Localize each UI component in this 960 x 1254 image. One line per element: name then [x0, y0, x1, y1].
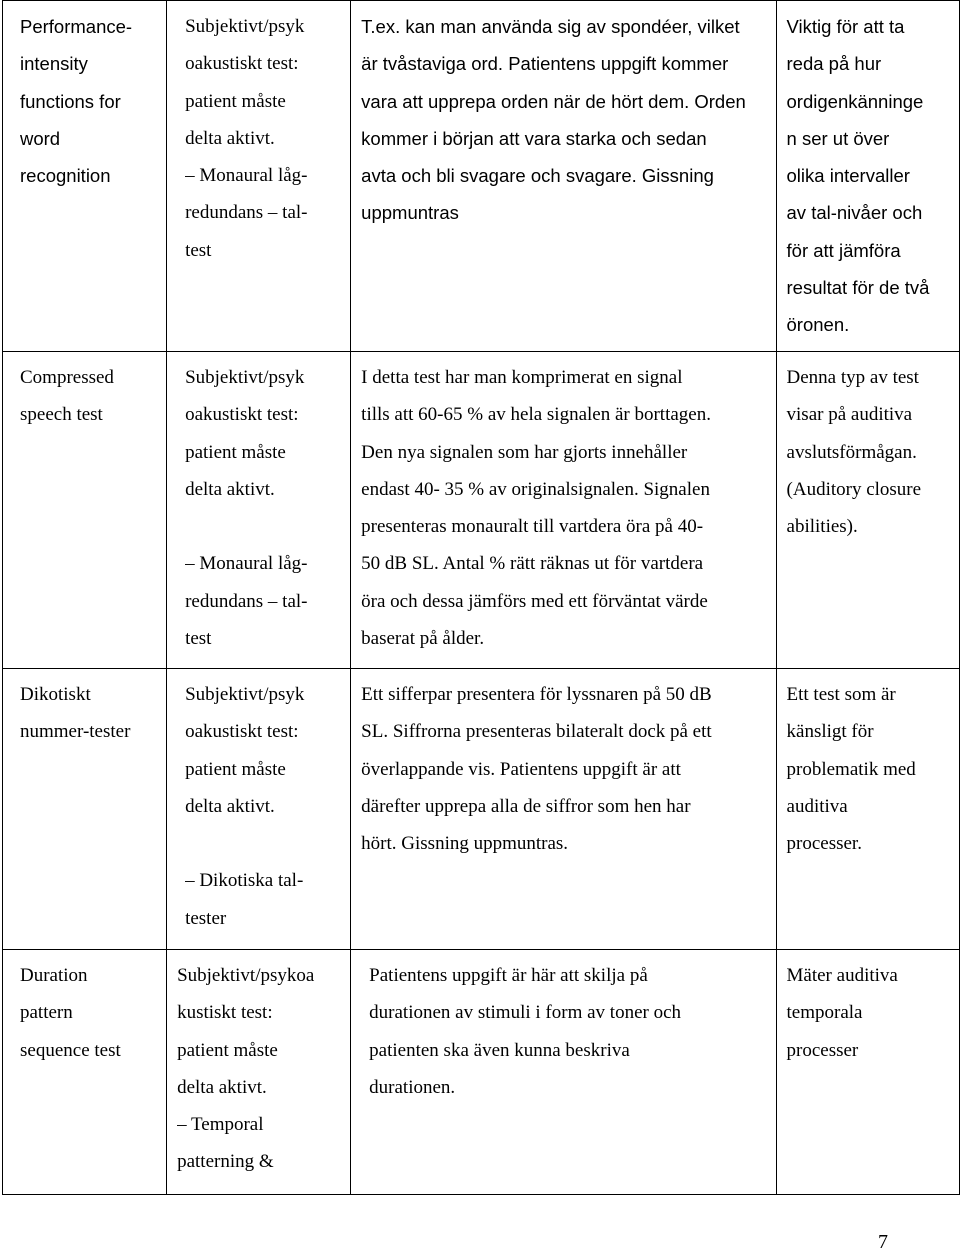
cell-line: Ett test som är	[786, 684, 896, 705]
cell-line: tester	[185, 907, 227, 929]
page-number: 7	[878, 1231, 888, 1253]
cell-line: Mäter auditiva	[786, 965, 898, 986]
cell-line: intensity	[20, 53, 88, 75]
cell-line: vara att upprepa orden när de hört dem. Orden	[361, 90, 746, 112]
cell-line: processer	[786, 1039, 859, 1061]
cell-line: oakustiskt test:	[185, 53, 299, 75]
cell-line: patient måste	[177, 1039, 278, 1061]
purpose-cell	[776, 1, 959, 352]
cell-line: presenteras monauralt till vartdera öra på 40-	[361, 516, 704, 538]
cell-line: – Monaural låg-	[185, 165, 308, 187]
purpose-cell	[776, 669, 959, 950]
cell-line: redundans – tal-	[185, 590, 308, 612]
cell-line	[185, 825, 350, 862]
description-cell	[351, 669, 776, 950]
cell-line: – Monaural låg-	[185, 553, 308, 575]
cell-line: för att jämföra	[786, 239, 901, 261]
cell-line: redundans – tal-	[185, 202, 308, 224]
cell-line: Subjektivt/psyk	[185, 16, 305, 37]
cell-line: uppmuntras	[361, 202, 459, 224]
cell-line: test	[185, 628, 212, 650]
cell-line: olika intervaller	[786, 165, 910, 187]
cell-line: temporala	[786, 1002, 863, 1024]
cell-line: patient måste	[185, 90, 286, 112]
cell-line: – Dikotiska tal-	[185, 870, 304, 892]
test-type-cell	[167, 352, 351, 669]
cell-line: – Temporal	[177, 1114, 264, 1136]
cell-line: speech test	[20, 404, 103, 426]
cell-line: avta och bli svagare och svagare. Gissning	[361, 165, 714, 187]
cell-line: resultat för de två	[786, 277, 930, 299]
cell-line: Duration	[20, 965, 88, 986]
cell-line: auditiva	[786, 795, 848, 817]
cell-line: ordigenkänninge	[786, 90, 924, 112]
cell-line: functions for	[20, 90, 121, 112]
cell-line: Ett sifferpar presentera för lyssnaren på 50 dB	[361, 684, 712, 705]
description-cell	[351, 950, 776, 1195]
description-cell	[351, 1, 776, 352]
cell-line: Viktig för att ta	[786, 16, 905, 37]
purpose-cell	[776, 950, 959, 1195]
cell-line: durationen.	[369, 1076, 456, 1098]
test-type-cell	[167, 950, 351, 1195]
test-name-cell	[3, 950, 167, 1195]
cell-line: patient måste	[185, 441, 286, 463]
test-table	[2, 0, 960, 1195]
cell-line: problematik med	[786, 758, 916, 780]
cell-line: pattern	[20, 1002, 73, 1024]
cell-line: test	[185, 239, 212, 261]
cell-line: patienten ska även kunna beskriva	[369, 1039, 630, 1061]
cell-line: durationen av stimuli i form av toner och	[369, 1002, 682, 1024]
test-name-cell	[3, 669, 167, 950]
purpose-cell	[776, 352, 959, 669]
cell-line: Denna typ av test	[786, 367, 919, 388]
cell-line: hört. Gissning uppmuntras.	[361, 833, 569, 855]
cell-line: SL. Siffrorna presenteras bilateralt dock på ett	[361, 721, 712, 743]
cell-line: baserat på ålder.	[361, 628, 485, 650]
cell-line: Dikotiskt	[20, 684, 91, 705]
cell-line: avslutsförmågan.	[786, 441, 917, 463]
cell-line: öronen.	[786, 314, 850, 336]
cell-line: Compressed	[20, 367, 114, 388]
cell-line: (Auditory closure	[786, 478, 922, 500]
cell-line: T.ex. kan man använda sig av spondéer, vilket	[361, 16, 740, 37]
cell-line: word	[20, 127, 61, 149]
cell-line: delta aktivt.	[185, 127, 275, 149]
cell-line: Den nya signalen som har gjorts innehåller	[361, 441, 688, 463]
cell-line: känsligt för	[786, 721, 874, 743]
cell-line: patterning &	[177, 1151, 274, 1173]
cell-line: Patientens uppgift är här att skilja på	[369, 965, 648, 986]
cell-line: patient måste	[185, 758, 286, 780]
test-type-cell	[167, 1, 351, 352]
cell-line: oakustiskt test:	[185, 404, 299, 426]
cell-line: 50 dB SL. Antal % rätt räknas ut för vartdera	[361, 553, 704, 575]
table-row	[3, 1, 960, 352]
cell-line: kustiskt test:	[177, 1002, 273, 1024]
cell-line: Subjektivt/psyk	[185, 367, 305, 388]
cell-line: sequence test	[20, 1039, 121, 1061]
cell-line: Performance-	[20, 16, 133, 37]
cell-line: överlappande vis. Patientens uppgift är att	[361, 758, 681, 780]
cell-line: nummer-tester	[20, 721, 131, 743]
cell-line: recognition	[20, 165, 111, 187]
test-type-cell	[167, 669, 351, 950]
cell-line: I detta test har man komprimerat en signal	[361, 367, 683, 388]
cell-line: därefter upprepa alla de siffror som hen har	[361, 795, 691, 817]
description-cell	[351, 352, 776, 669]
test-name-cell	[3, 1, 167, 352]
table-row	[3, 950, 960, 1195]
cell-line: är tvåstaviga ord. Patientens uppgift kommer	[361, 53, 729, 75]
table-row	[3, 669, 960, 950]
test-name-cell	[3, 352, 167, 669]
cell-line: n ser ut över	[786, 127, 890, 149]
cell-line: visar på auditiva	[786, 404, 913, 426]
cell-line: öra och dessa jämförs med ett förväntat värde	[361, 590, 708, 612]
cell-line: reda på hur	[786, 53, 882, 75]
cell-line: abilities).	[786, 516, 858, 538]
cell-line: Subjektivt/psyk	[185, 684, 305, 705]
cell-line: endast 40- 35 % av originalsignalen. Signalen	[361, 478, 710, 500]
cell-line: oakustiskt test:	[185, 721, 299, 743]
cell-line: processer.	[786, 833, 862, 855]
cell-line: delta aktivt.	[185, 478, 275, 500]
cell-line: Subjektivt/psykoa	[177, 965, 315, 986]
cell-line: delta aktivt.	[185, 795, 275, 817]
cell-line: delta aktivt.	[177, 1076, 267, 1098]
cell-line: kommer i början att vara starka och sedan	[361, 127, 707, 149]
cell-line	[185, 508, 350, 545]
cell-line: tills att 60-65 % av hela signalen är borttagen.	[361, 404, 711, 426]
table-row	[3, 352, 960, 669]
cell-line: av tal-nivåer och	[786, 202, 923, 224]
